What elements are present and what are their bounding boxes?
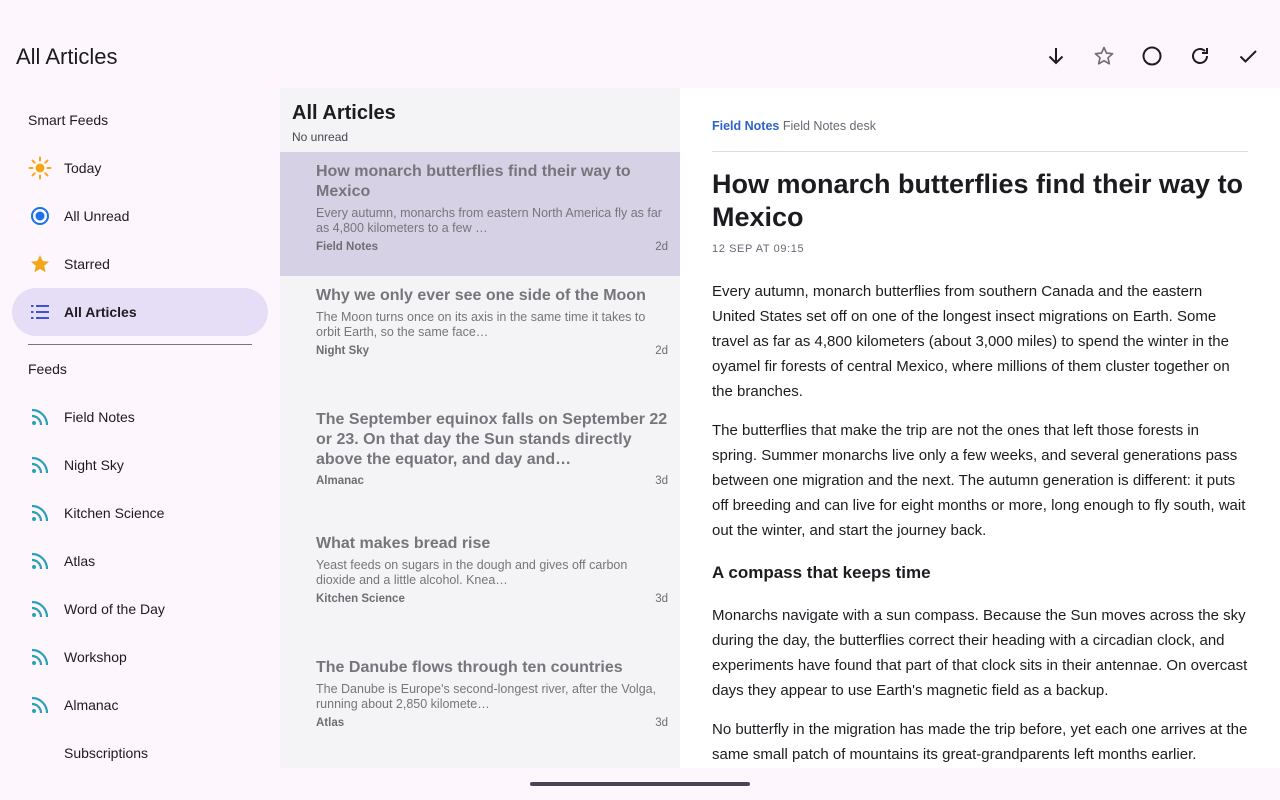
article-title: The Danube flows through ten countries — [316, 659, 623, 676]
list-item[interactable] — [280, 400, 680, 524]
reader-paragraph: The butterflies that make the trip are not the ones that left those forests in spring. Summer monarchs live only a few weeks, and several generations pass between one migration and the next. The autumn generation is different: it puts off breeding and can live for eight months or more, long enough to fly south, wait out the winter, and start the journey back. — [712, 422, 1246, 539]
article-feed: Atlas — [316, 717, 345, 729]
article-age: 3d — [655, 593, 668, 605]
reader-title: How monarch butterflies find their way to Mexico — [712, 169, 1244, 232]
sun-icon — [28, 156, 52, 180]
article-snippet: The Danube is Europe's second-longest river, after the Volga, running about 2,850 kilomete… — [316, 682, 657, 711]
list-item[interactable] — [280, 152, 680, 276]
refresh-button[interactable] — [1176, 32, 1224, 80]
list-item[interactable] — [280, 276, 680, 400]
article-title: How monarch butterflies find their way to Mexico — [316, 163, 631, 200]
reader-heading: A compass that keeps time — [712, 563, 931, 582]
sidebar-item-label: Field Notes — [64, 409, 135, 425]
article-meta — [316, 593, 668, 605]
rss-icon — [28, 693, 52, 717]
article-feed: Night Sky — [316, 345, 370, 357]
sidebar-item-almanac[interactable] — [12, 681, 268, 729]
rss-icon — [28, 549, 52, 573]
sidebar-item-field-notes[interactable] — [12, 393, 268, 441]
battery-icon — [1252, 6, 1264, 18]
reader-source — [712, 88, 1248, 152]
sidebar-item-kitchen-science[interactable] — [12, 489, 268, 537]
list-item[interactable] — [280, 524, 680, 648]
arrow-down-icon — [1044, 44, 1068, 68]
reader-paragraph: No butterfly in the migration has made the trip before, yet each one arrives at the same small patch of mountains its great-grandparents left months earlier. — [712, 721, 1248, 763]
article-list — [280, 88, 680, 768]
article-feed: Almanac — [316, 475, 364, 487]
status-time: 9:00 — [16, 4, 42, 20]
app-bar — [0, 24, 1280, 88]
sidebar-item-label: Word of the Day — [64, 601, 165, 617]
sidebar-item-starred[interactable] — [12, 240, 268, 288]
status-bar — [0, 0, 1280, 24]
reader-paragraph: Every autumn, monarch butterflies from southern Canada and the eastern United States set off on one of the longest insect migrations on Earth. Some travel as far as 4,800 kilometers (about 3,000 miles) to spend the winter in the oyamel fir forests of central Mexico, where millions of them cluster together on the branches. — [712, 283, 1230, 400]
list-title: All Articles — [292, 102, 396, 124]
toolbar — [1032, 32, 1272, 80]
status-icons — [1216, 6, 1264, 18]
article-age: 2d — [655, 345, 668, 357]
article-snippet: The Moon turns once on its axis in the same time it takes to orbit Earth, so the same face… — [316, 310, 646, 339]
article-age: 2d — [655, 241, 668, 253]
star-button[interactable] — [1080, 32, 1128, 80]
mark-below-read-button[interactable] — [1032, 32, 1080, 80]
article-title: The September equinox falls on September 22 or 23. On that day the Sun stands directly above the equator, and day and… — [316, 411, 668, 468]
article-title: What makes bread rise — [316, 535, 491, 552]
rss-icon — [28, 405, 52, 429]
sidebar-item-label: Almanac — [64, 697, 119, 713]
rss-icon — [28, 645, 52, 669]
article-title: Why we only ever see one side of the Moon — [316, 287, 646, 304]
check-icon — [1236, 44, 1260, 68]
rss-icon — [28, 453, 52, 477]
circle-outline-icon — [1140, 44, 1164, 68]
reader-date: 12 SEP AT 09:15 — [712, 243, 805, 255]
article-age: 3d — [655, 475, 668, 487]
star-outline-icon — [1092, 44, 1116, 68]
signal-icon — [1234, 6, 1246, 18]
article-feed: Field Notes — [316, 241, 378, 253]
wifi-icon — [1216, 6, 1228, 18]
article-age: 3d — [655, 717, 668, 729]
reader-body — [712, 279, 1248, 767]
list-subtitle: No unread — [292, 130, 349, 144]
sidebar-item-label: Today — [64, 160, 102, 176]
sidebar-item-label: All Unread — [64, 208, 130, 224]
mark-all-read-button[interactable] — [1224, 32, 1272, 80]
sidebar-item-night-sky[interactable] — [12, 441, 268, 489]
article-snippet: Every autumn, monarchs from eastern North America fly as far as 4,800 kilometers to a few … — [316, 206, 662, 235]
article-feed: Kitchen Science — [316, 593, 405, 605]
rss-icon — [28, 597, 52, 621]
refresh-icon — [1188, 44, 1212, 68]
sidebar-item-label: Night Sky — [64, 457, 124, 473]
sidebar — [0, 88, 280, 768]
sidebar-item-atlas[interactable] — [12, 537, 268, 585]
article-meta — [316, 345, 668, 357]
list-item[interactable] — [280, 648, 680, 768]
reader-feed-link[interactable]: Field Notes — [712, 119, 780, 133]
sidebar-item-word-of-the-day[interactable] — [12, 585, 268, 633]
app-title: All Articles — [16, 44, 118, 69]
sidebar-item-workshop[interactable] — [12, 633, 268, 681]
list-icon — [28, 300, 52, 324]
mark-unread-button[interactable] — [1128, 32, 1176, 80]
sidebar-item-label: Starred — [64, 256, 110, 272]
list-header — [280, 88, 680, 152]
sidebar-item-today[interactable] — [12, 144, 268, 192]
reader-author: Field Notes desk — [782, 119, 876, 133]
reader-paragraph: Monarchs navigate with a sun compass. Because the Sun moves across the sky during the day, the butterflies correct their heading with a circadian clock, and experiments have found that part of that clock sits in their antennae. On overcast days they appear to use Earth's magnetic field as a backup. — [712, 607, 1248, 699]
article-snippet: Yeast feeds on sugars in the dough and gives off carbon dioxide and a little alcohol. Knea… — [316, 558, 628, 587]
article-meta — [316, 475, 668, 487]
article-meta — [316, 717, 668, 729]
sidebar-item-label: Atlas — [64, 553, 96, 569]
reader-pane — [680, 88, 1280, 768]
rss-icon — [28, 501, 52, 525]
feeds-title: Feeds — [28, 361, 67, 377]
sidebar-item-subscriptions[interactable] — [12, 729, 268, 777]
smart-feeds-title: Smart Feeds — [28, 112, 109, 128]
star-icon — [28, 252, 52, 276]
gesture-bar[interactable] — [530, 782, 750, 786]
sidebar-item-label: Kitchen Science — [64, 505, 165, 521]
article-meta — [316, 241, 668, 253]
sidebar-divider — [28, 344, 252, 345]
sidebar-item-label: Subscriptions — [64, 745, 149, 761]
sidebar-item-all-unread[interactable] — [12, 192, 268, 240]
sidebar-item-label: All Articles — [64, 304, 137, 320]
sidebar-item-all-articles[interactable] — [12, 288, 268, 336]
sidebar-item-label: Workshop — [64, 649, 127, 665]
radio-icon — [28, 204, 52, 228]
